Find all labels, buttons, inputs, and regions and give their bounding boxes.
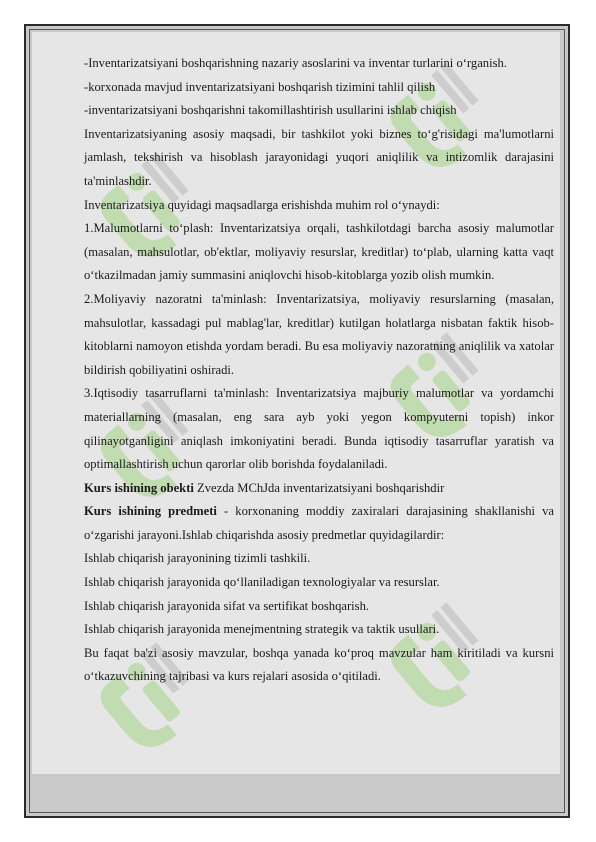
paragraph-text: Zvezda MChJda inventarizatsiyani boshqarishdir — [193, 480, 445, 495]
paragraph: 1.Malumotlarni to‘plash: Inventarizatsiya orqali, tashkilotdagi barcha asosiy malumotlar (masalan, mahsulotlar, ob'ektlar, moliyaviy resurslar, kreditlar) to‘plab, ularning katta vaqt o‘tkazilmadan jamiy summasini aniqlovchi hisob-kitoblarga yozib olish mumkin. — [84, 221, 554, 283]
paragraph: -inventarizatsiyani boshqarishni takomillashtirish usullarini ishlab chiqish — [84, 103, 457, 118]
paragraph: Ishlab chiqarish jarayonida sifat va sertifikat boshqarish. — [84, 598, 370, 613]
paragraph: Bu faqat ba'zi asosiy mavzular, boshqa yanada ko‘proq mavzular ham kiritiladi va kursni o‘tkazuvchining tajribasi va kurs rejalari asosida o‘qitiladi. — [84, 645, 554, 684]
paragraph: 2.Moliyaviy nazoratni ta'minlash: Inventarizatsiya, moliyaviy resurslarning (masalan, mahsulotlar, kassadagi pul mablag'lar, kreditlar) kutilgan holatlarga nisbatan faktik hisob-kitoblarni namoyon etishda yordam beradi. Bu esa moliyaviy nazoratning aniqlilik va xatolar bildirish qobiliyatini oshiradi. — [84, 291, 554, 377]
paragraph: Inventarizatsiya quyidagi maqsadlarga erishishda muhim rol o‘ynaydi: — [84, 197, 440, 212]
document-body — [84, 52, 554, 689]
paragraph-text: - korxonaning moddiy zaxiralari darajasining shakllanishi va o‘zgarishi jarayoni.Ishlab chiqarishda asosiy predmetlar quyidagilardir: — [84, 504, 554, 542]
bold-label: Kurs ishining predmeti — [84, 504, 217, 519]
paragraph: 3.Iqtisodiy tasarruflarni ta'minlash: Inventarizatsiya majburiy malumotlar va yordamchi materiallarning (masalan, eng sara ayb yoki yegon kompyuterni topish) inkor qilinayotganligini aniqlash imkoniyatini beradi. Bunda iqtisodiy tasarruflar yaratish va optimallashtirish uchun qarorlar olib borishda foydalaniladi. — [84, 386, 554, 472]
paragraph-course-object — [84, 477, 554, 501]
paragraph: Ishlab chiqarish jarayonida qo‘llaniladigan texnologiyalar va resurslar. — [84, 575, 440, 590]
paragraph: -korxonada mavjud inventarizatsiyani boshqarish tizimini tahlil qilish — [84, 79, 436, 94]
paragraph: Ishlab chiqarish jarayonining tizimli tashkili. — [84, 551, 311, 566]
paragraph-course-subject — [84, 500, 554, 547]
paragraph: Inventarizatsiyaning asosiy maqsadi, bir tashkilot yoki biznes to‘g'risidagi ma'lumotlarni jamlash, tekshirish va hisoblash jarayonidagi yuqori aniqlilik va intizomlik darajasini ta'minlashdir. — [84, 126, 554, 188]
paragraph: -Inventarizatsiyani boshqarishning nazariy asoslarini va inventar turlarini o‘rganish. — [84, 56, 507, 70]
paragraph: Ishlab chiqarish jarayonida menejmentning strategik va taktik usullari. — [84, 622, 440, 637]
bold-label: Kurs ishining obekti — [84, 480, 194, 495]
